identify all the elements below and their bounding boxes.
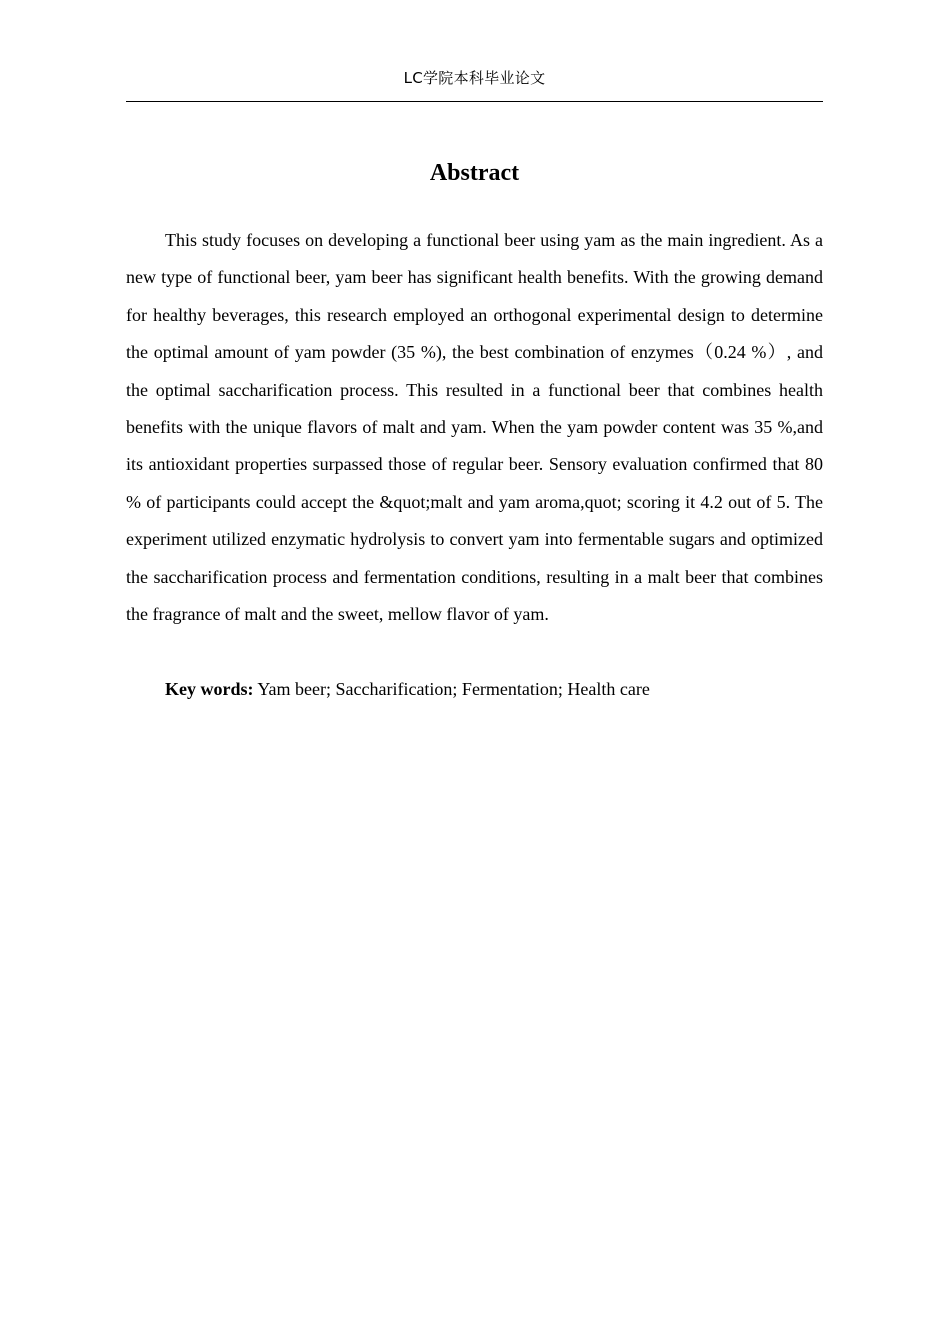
- keywords-line: [126, 671, 823, 708]
- keywords-label: Key words:: [165, 679, 254, 699]
- abstract-body: This study focuses on developing a functional beer using yam as the main ingredient. As a new type of functional beer, yam beer has significant health benefits. With the growing demand for healthy beverages, this research employed an orthogonal experimental design to determine the optimal amount of yam powder (35 %), the best combination of enzymes（0.24 %）, and the optimal saccharification process. This resulted in a functional beer that combines health benefits with the unique flavors of malt and yam. When the yam powder content was 35 %,and its antioxidant properties surpassed those of regular beer. Sensory evaluation confirmed that 80 % of participants could accept the &quot;malt and yam aroma,quot; scoring it 4.2 out of 5. The experiment utilized enzymatic hydrolysis to convert yam into fermentable sugars and optimized the saccharification process and fermentation conditions, resulting in a malt beer that combines the fragrance of malt and the sweet, mellow flavor of yam.: [126, 230, 823, 625]
- keywords-text: Yam beer; Saccharification; Fermentation; Health care: [253, 679, 650, 699]
- running-header: LC学院本科毕业论文: [403, 69, 546, 87]
- abstract-title: Abstract: [429, 160, 520, 186]
- header-rule: [126, 101, 823, 102]
